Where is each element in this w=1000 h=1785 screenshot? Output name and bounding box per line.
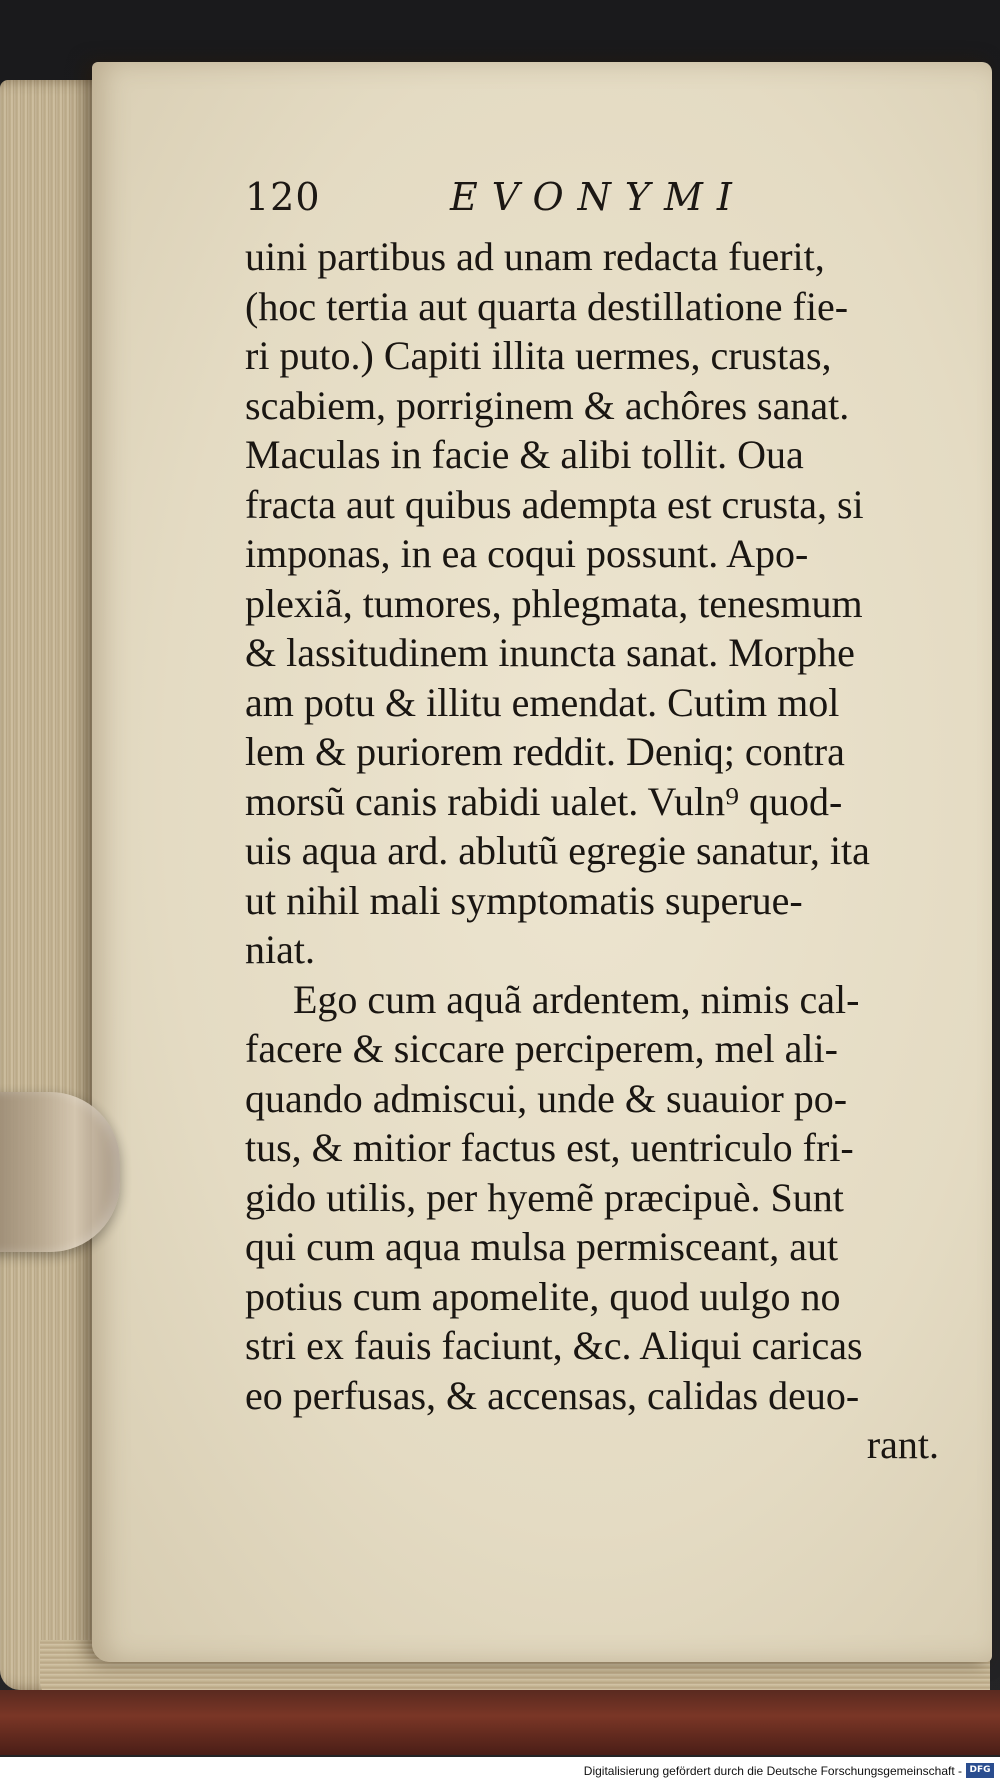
text-line: morsũ canis rabidi ualet. Vuln⁹ quod-: [245, 778, 843, 824]
text-line: fracta aut quibus adempta est crusta, si: [245, 481, 864, 527]
text-line: plexiã, tumores, phlegmata, tenesmum: [245, 580, 863, 626]
catchword: rant.: [866, 1422, 939, 1467]
glass-weight: [0, 1092, 120, 1252]
body-text: [245, 232, 945, 1470]
text-line: & lassitudinem inuncta sanat. Morphe: [245, 630, 855, 675]
text-line: ut nihil mali symptomatis superue-: [245, 877, 803, 923]
running-header: [245, 175, 825, 225]
running-title: EVONYMI: [450, 175, 746, 219]
text-line: uini partibus ad unam redacta fuerit,: [245, 234, 825, 279]
text-line: facere & siccare perciperem, mel ali-: [245, 1026, 838, 1071]
page-number: 120: [245, 175, 321, 219]
dfg-logo-icon: DFG: [966, 1763, 994, 1778]
credit-text: Digitalisierung gefördert durch die Deutsche Forschungsgemeinschaft -: [583, 1764, 962, 1778]
text-line: imponas, in ea coqui possunt. Apo-: [245, 531, 809, 576]
text-line: (hoc tertia aut quarta destillatione fie-: [245, 283, 849, 329]
text-line: niat.: [245, 927, 315, 972]
text-line: uis aqua ard. ablutũ egregie sanatur, ita: [245, 828, 870, 873]
paragraph-start-line: Ego cum aquã ardentem, nimis cal-: [293, 976, 860, 1022]
text-line: qui cum aqua mulsa permisceant, aut: [245, 1224, 839, 1269]
digitization-credit-bar: [0, 1757, 1000, 1785]
text-line: quando admiscui, unde & suauior po-: [245, 1075, 848, 1121]
text-line: lem & puriorem reddit. Deniq; contra: [245, 729, 845, 774]
text-line: am potu & illitu emendat. Cutim mol: [245, 679, 840, 725]
text-line: eo perfusas, & accensas, calidas deuo-: [245, 1372, 860, 1418]
text-line: ri puto.) Capiti illita uermes, crustas,: [245, 333, 832, 378]
text-line: tus, & mitior factus est, uentriculo fri-: [245, 1125, 854, 1170]
text-line: Maculas in facie & alibi tollit. Oua: [245, 432, 804, 477]
text-line: scabiem, porriginem & achôres sanat.: [245, 382, 850, 428]
text-line: gido utilis, per hyemẽ præcipuè. Sunt: [245, 1174, 844, 1220]
book-binding: [0, 1690, 1000, 1755]
text-line: stri ex fauis faciunt, &c. Aliqui caricas: [245, 1323, 863, 1368]
text-line: potius cum apomelite, quod uulgo no: [245, 1273, 841, 1319]
